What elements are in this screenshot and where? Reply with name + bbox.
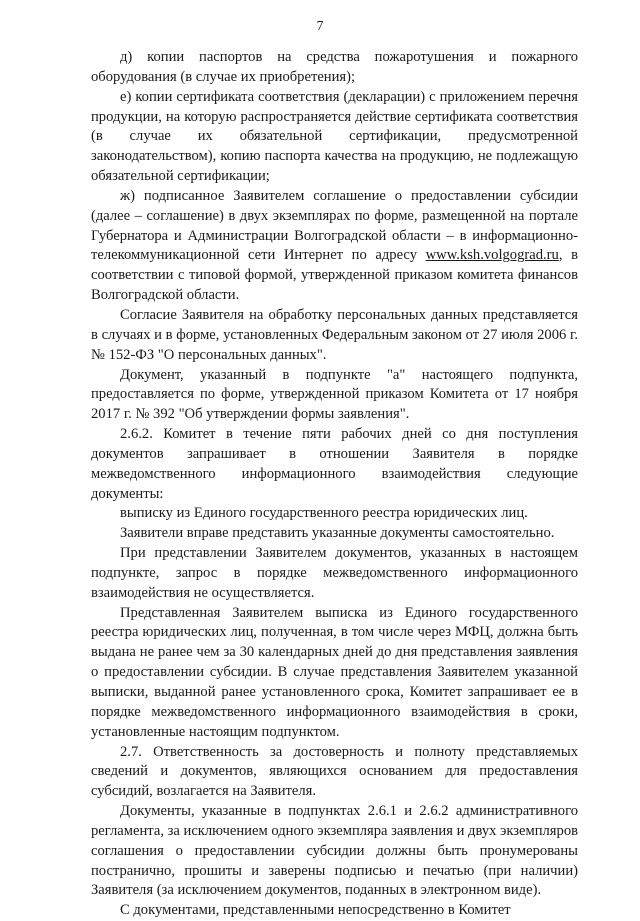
paragraph-no-request: При представлении Заявителем документов, указанных в настоящем подпункте, запрос в порядке межведомственного информационного взаимодействия не осуществляется. bbox=[91, 545, 578, 601]
paragraph-egrul-extract: выписку из Единого государственного реестра юридических лиц. bbox=[120, 505, 528, 522]
paragraph-item-d: д) копии паспортов на средства пожаротушения и пожарного оборудования (в случае их приобретения); bbox=[91, 49, 578, 85]
paragraph-documents-numbering: Документы, указанные в подпунктах 2.6.1 и 2.6.2 административного регламента, за исключением одного экземпляра заявления и двух экземпляров соглашения о предоставлении субсидии должны быть пронумерованы постранично, прошиты и заверены подписью и печатью (при наличии) Заявителя (за исключением документов, поданных в электронном виде). bbox=[91, 803, 579, 899]
paragraph-self-submit: Заявители вправе представить указанные документы самостоятельно. bbox=[120, 525, 555, 542]
paragraph-document-a: Документ, указанный в подпункте "а" настоящего подпункта, предоставляется по форме, утвержденной приказом Комитета от 17 ноября 2017 г. № 392 "Об утверждении формы заявления". bbox=[91, 366, 578, 423]
paragraph-2-7: 2.7. Ответственность за достоверность и полноту представляемых сведений и документов, являющихся основанием для предоставления субсидий, возлагается на Заявителя. bbox=[91, 743, 578, 800]
paragraph-item-zh bbox=[91, 187, 578, 306]
paragraph-consent: Согласие Заявителя на обработку персональных данных представляется в случаях и в форме, установленных Федеральным законом от 27 июля 2006 г. № 152-ФЗ "О персональных данных". bbox=[91, 306, 578, 363]
document-body bbox=[91, 48, 578, 921]
paragraph-text: ж) подписанное Заявителем соглашение о предоставлении субсидии (далее – соглашение) в двух экземплярах по форме, размещенной на портале Губернатора и Администрации Волгоградской области – в информационно-телекоммуникационной сети Интернет по адресу bbox=[91, 187, 578, 264]
paragraph-last: С документами, представленными непосредственно в Комитет bbox=[120, 902, 511, 919]
paragraph-text: , в соответствии с типовой формой, утвержденной приказом комитета финансов Волгоградской области. bbox=[91, 247, 578, 304]
paragraph-item-e: е) копии сертификата соответствия (декларации) с приложением перечня продукции, на которую распространяется действие сертификата соответствия (в случае их обязательной сертификации, предусмотренной законодательством), копию паспорта качества на продукцию, не подлежащую обязательной сертификации; bbox=[91, 88, 578, 185]
paragraph-extract-validity: Представленная Заявителем выписка из Единого государственного реестра юридических лиц, полученная, в том числе через МФЦ, должна быть выдана не ранее чем за 30 календарных дней до дня представления заявления о предоставлении субсидии. В случае представления Заявителем указанной выписки, выданной ранее установленного срока, Комитет запрашивает ее в порядке межведомственного информационного взаимодействия в сроки, установленные настоящим подпунктом. bbox=[91, 604, 578, 740]
page-number: 7 bbox=[316, 18, 324, 33]
paragraph-2-6-2: 2.6.2. Комитет в течение пяти рабочих дней со дня поступления документов запрашивает в отношении Заявителя в порядке межведомственного информационного взаимодействия следующие документы: bbox=[91, 426, 578, 502]
website-link[interactable]: www.ksh.volgograd.ru bbox=[425, 247, 559, 264]
